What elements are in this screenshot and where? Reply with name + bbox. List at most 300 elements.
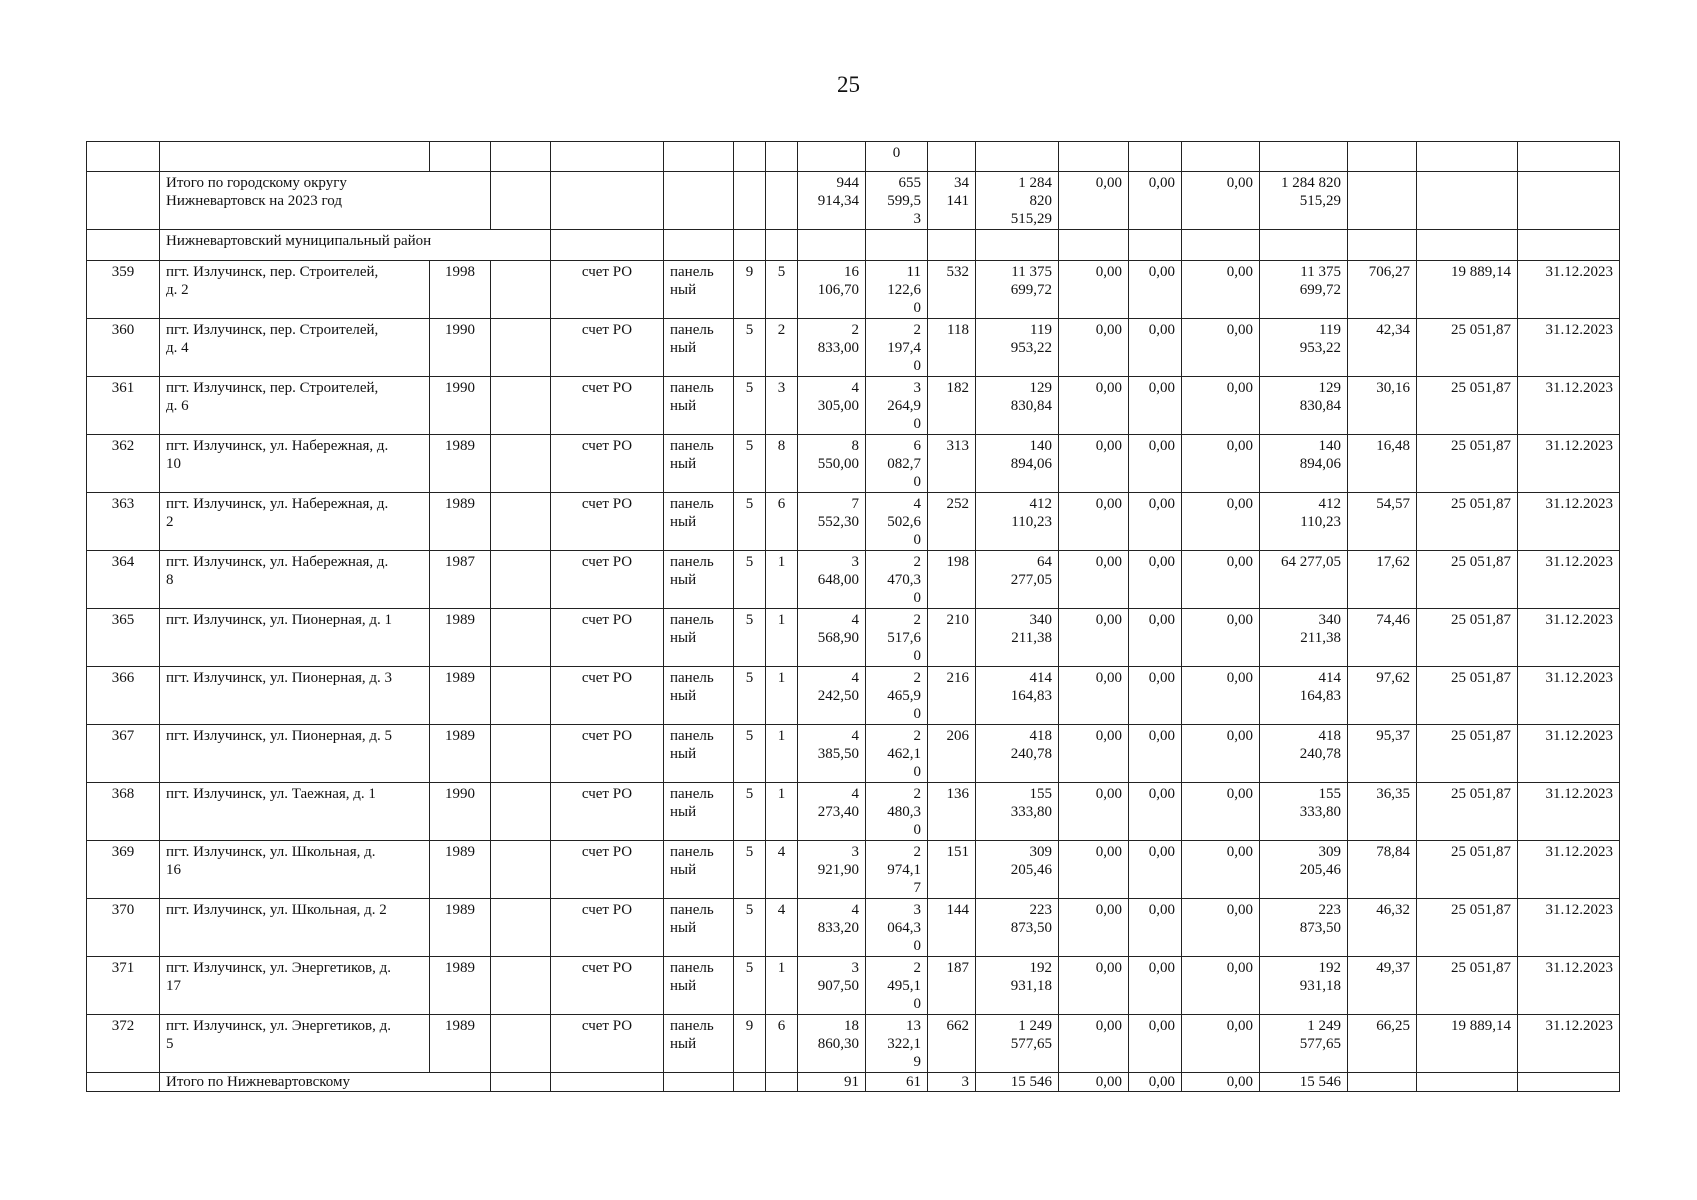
address: пгт. Излучинск, ул. Набережная, д. 2	[160, 493, 430, 551]
fund-method: счет РО	[551, 957, 664, 1015]
total-area: 3 907,50	[798, 957, 866, 1015]
floors: 9	[734, 1015, 766, 1073]
empty-cell	[491, 319, 551, 377]
fund-2: 0,00	[1129, 551, 1182, 609]
city-total-label: Итого по городскому округу Нижневартовск на 2023 год	[160, 172, 491, 230]
residents: 136	[928, 783, 976, 841]
address: пгт. Излучинск, пер. Строителей, д. 4	[160, 319, 430, 377]
total-area: 4 305,00	[798, 377, 866, 435]
repair-cost: 140 894,06	[976, 435, 1059, 493]
address: пгт. Излучинск, ул. Школьная, д. 16	[160, 841, 430, 899]
total-area: 3 921,90	[798, 841, 866, 899]
empty-cell	[491, 1015, 551, 1073]
completion-date: 31.12.2023	[1518, 609, 1620, 667]
city-total-residents: 34 141	[928, 172, 976, 230]
entrances: 1	[766, 667, 798, 725]
living-area: 2 470,3 0	[866, 551, 928, 609]
entrances: 1	[766, 609, 798, 667]
empty-cell	[491, 725, 551, 783]
fund-2: 0,00	[1129, 261, 1182, 319]
unit-cost: 97,62	[1348, 667, 1417, 725]
living-area: 2 974,1 7	[866, 841, 928, 899]
repair-cost: 64 277,05	[976, 551, 1059, 609]
address: пгт. Излучинск, ул. Набережная, д. 10	[160, 435, 430, 493]
fund-1: 0,00	[1059, 609, 1129, 667]
empty-cell	[551, 1073, 664, 1092]
row-number: 371	[87, 957, 160, 1015]
section-row	[87, 230, 1620, 261]
total-area: 3 648,00	[798, 551, 866, 609]
floors: 5	[734, 609, 766, 667]
completion-date: 31.12.2023	[1518, 1015, 1620, 1073]
address: пгт. Излучинск, ул. Школьная, д. 2	[160, 899, 430, 957]
address: пгт. Излучинск, ул. Набережная, д. 8	[160, 551, 430, 609]
table-row	[87, 957, 1620, 1015]
table-row	[87, 725, 1620, 783]
residents: 144	[928, 899, 976, 957]
build-year: 1989	[430, 667, 491, 725]
empty-cell	[491, 1073, 551, 1092]
fund-3: 0,00	[1182, 1015, 1260, 1073]
entrances: 3	[766, 377, 798, 435]
fund-1: 0,00	[1059, 435, 1129, 493]
row-number: 372	[87, 1015, 160, 1073]
build-year: 1989	[430, 493, 491, 551]
address: пгт. Излучинск, ул. Энергетиков, д. 17	[160, 957, 430, 1015]
row-number: 360	[87, 319, 160, 377]
residents: 187	[928, 957, 976, 1015]
living-area: 4 502,6 0	[866, 493, 928, 551]
completion-date: 31.12.2023	[1518, 261, 1620, 319]
unit-cost: 74,46	[1348, 609, 1417, 667]
entrances: 1	[766, 725, 798, 783]
empty-cell	[491, 899, 551, 957]
floors: 5	[734, 493, 766, 551]
fund-3: 0,00	[1182, 667, 1260, 725]
fund-2: 0,00	[1129, 435, 1182, 493]
table-row	[87, 667, 1620, 725]
wall-material: панель ный	[664, 377, 734, 435]
address: пгт. Излучинск, пер. Строителей, д. 2	[160, 261, 430, 319]
fund-3: 0,00	[1182, 493, 1260, 551]
wall-material: панель ный	[664, 899, 734, 957]
repair-cost: 192 931,18	[976, 957, 1059, 1015]
table-row	[87, 1015, 1620, 1073]
fund-2: 0,00	[1129, 609, 1182, 667]
district-total-residents: 3	[928, 1073, 976, 1092]
entrances: 8	[766, 435, 798, 493]
table-row	[87, 319, 1620, 377]
total-area: 4 273,40	[798, 783, 866, 841]
city-total-cost: 1 284 820 515,29	[976, 172, 1059, 230]
floors: 9	[734, 261, 766, 319]
empty-cell	[491, 783, 551, 841]
max-unit-cost: 25 051,87	[1417, 957, 1518, 1015]
table-row	[87, 435, 1620, 493]
row-number: 362	[87, 435, 160, 493]
empty-cell	[1417, 1073, 1518, 1092]
city-total-fund-1: 0,00	[1059, 172, 1129, 230]
empty-cell	[664, 1073, 734, 1092]
unit-cost: 16,48	[1348, 435, 1417, 493]
continuation-row	[87, 142, 1620, 172]
continued-value: 0	[866, 142, 928, 172]
fund-3: 0,00	[1182, 377, 1260, 435]
residents: 206	[928, 725, 976, 783]
empty-cell	[1518, 1073, 1620, 1092]
build-year: 1989	[430, 435, 491, 493]
fund-2: 0,00	[1129, 783, 1182, 841]
table-row	[87, 261, 1620, 319]
fund-3: 0,00	[1182, 899, 1260, 957]
owners-funds: 418 240,78	[1260, 725, 1348, 783]
table-row	[87, 841, 1620, 899]
max-unit-cost: 25 051,87	[1417, 725, 1518, 783]
row-number: 365	[87, 609, 160, 667]
repair-cost: 309 205,46	[976, 841, 1059, 899]
completion-date: 31.12.2023	[1518, 783, 1620, 841]
unit-cost: 49,37	[1348, 957, 1417, 1015]
empty-cell	[491, 841, 551, 899]
living-area: 3 264,9 0	[866, 377, 928, 435]
empty-cell	[491, 377, 551, 435]
repair-cost: 223 873,50	[976, 899, 1059, 957]
fund-2: 0,00	[1129, 667, 1182, 725]
floors: 5	[734, 319, 766, 377]
district-total-area: 91	[798, 1073, 866, 1092]
entrances: 2	[766, 319, 798, 377]
max-unit-cost: 25 051,87	[1417, 899, 1518, 957]
address: пгт. Излучинск, ул. Энергетиков, д. 5	[160, 1015, 430, 1073]
completion-date: 31.12.2023	[1518, 493, 1620, 551]
empty-cell	[87, 1073, 160, 1092]
owners-funds: 412 110,23	[1260, 493, 1348, 551]
fund-3: 0,00	[1182, 783, 1260, 841]
empty-cell	[491, 609, 551, 667]
empty-cell	[491, 957, 551, 1015]
residents: 151	[928, 841, 976, 899]
wall-material: панель ный	[664, 1015, 734, 1073]
build-year: 1989	[430, 899, 491, 957]
empty-cell	[491, 493, 551, 551]
total-area: 18 860,30	[798, 1015, 866, 1073]
floors: 5	[734, 725, 766, 783]
total-area: 8 550,00	[798, 435, 866, 493]
wall-material: панель ный	[664, 667, 734, 725]
build-year: 1987	[430, 551, 491, 609]
completion-date: 31.12.2023	[1518, 725, 1620, 783]
entrances: 5	[766, 261, 798, 319]
row-number: 364	[87, 551, 160, 609]
address: пгт. Излучинск, ул. Пионерная, д. 3	[160, 667, 430, 725]
owners-funds: 340 211,38	[1260, 609, 1348, 667]
owners-funds: 1 249 577,65	[1260, 1015, 1348, 1073]
empty-cell	[491, 261, 551, 319]
unit-cost: 30,16	[1348, 377, 1417, 435]
fund-1: 0,00	[1059, 551, 1129, 609]
living-area: 2 462,1 0	[866, 725, 928, 783]
city-total-fund-3: 0,00	[1182, 172, 1260, 230]
fund-1: 0,00	[1059, 667, 1129, 725]
city-total-fund-2: 0,00	[1129, 172, 1182, 230]
owners-funds: 64 277,05	[1260, 551, 1348, 609]
max-unit-cost: 25 051,87	[1417, 609, 1518, 667]
entrances: 6	[766, 493, 798, 551]
max-unit-cost: 19 889,14	[1417, 1015, 1518, 1073]
address: пгт. Излучинск, ул. Таежная, д. 1	[160, 783, 430, 841]
housing-repair-table	[86, 141, 1620, 1092]
living-area: 13 322,1 9	[866, 1015, 928, 1073]
wall-material: панель ный	[664, 435, 734, 493]
district-total-living-area: 61	[866, 1073, 928, 1092]
fund-2: 0,00	[1129, 957, 1182, 1015]
entrances: 1	[766, 551, 798, 609]
living-area: 2 495,1 0	[866, 957, 928, 1015]
fund-1: 0,00	[1059, 261, 1129, 319]
total-area: 4 385,50	[798, 725, 866, 783]
unit-cost: 36,35	[1348, 783, 1417, 841]
total-area: 7 552,30	[798, 493, 866, 551]
floors: 5	[734, 435, 766, 493]
row-number: 368	[87, 783, 160, 841]
repair-cost: 412 110,23	[976, 493, 1059, 551]
fund-method: счет РО	[551, 783, 664, 841]
fund-2: 0,00	[1129, 377, 1182, 435]
build-year: 1990	[430, 319, 491, 377]
max-unit-cost: 25 051,87	[1417, 841, 1518, 899]
build-year: 1989	[430, 1015, 491, 1073]
wall-material: панель ный	[664, 841, 734, 899]
completion-date: 31.12.2023	[1518, 377, 1620, 435]
fund-3: 0,00	[1182, 551, 1260, 609]
owners-funds: 11 375 699,72	[1260, 261, 1348, 319]
address: пгт. Излучинск, ул. Пионерная, д. 1	[160, 609, 430, 667]
fund-1: 0,00	[1059, 899, 1129, 957]
fund-2: 0,00	[1129, 841, 1182, 899]
fund-method: счет РО	[551, 841, 664, 899]
owners-funds: 155 333,80	[1260, 783, 1348, 841]
build-year: 1990	[430, 377, 491, 435]
table-row	[87, 493, 1620, 551]
residents: 662	[928, 1015, 976, 1073]
empty-cell	[491, 551, 551, 609]
floors: 5	[734, 377, 766, 435]
total-area: 4 833,20	[798, 899, 866, 957]
residents: 532	[928, 261, 976, 319]
fund-3: 0,00	[1182, 841, 1260, 899]
owners-funds: 119 953,22	[1260, 319, 1348, 377]
fund-method: счет РО	[551, 261, 664, 319]
completion-date: 31.12.2023	[1518, 435, 1620, 493]
fund-method: счет РО	[551, 899, 664, 957]
empty-cell	[766, 1073, 798, 1092]
max-unit-cost: 25 051,87	[1417, 435, 1518, 493]
district-total-fund-2: 0,00	[1129, 1073, 1182, 1092]
max-unit-cost: 25 051,87	[1417, 783, 1518, 841]
total-area: 4 568,90	[798, 609, 866, 667]
repair-cost: 11 375 699,72	[976, 261, 1059, 319]
unit-cost: 66,25	[1348, 1015, 1417, 1073]
wall-material: панель ный	[664, 609, 734, 667]
residents: 182	[928, 377, 976, 435]
entrances: 4	[766, 841, 798, 899]
completion-date: 31.12.2023	[1518, 957, 1620, 1015]
max-unit-cost: 25 051,87	[1417, 667, 1518, 725]
wall-material: панель ный	[664, 551, 734, 609]
floors: 5	[734, 957, 766, 1015]
residents: 198	[928, 551, 976, 609]
total-area: 2 833,00	[798, 319, 866, 377]
page-number: 25	[837, 72, 860, 97]
max-unit-cost: 19 889,14	[1417, 261, 1518, 319]
owners-funds: 129 830,84	[1260, 377, 1348, 435]
repair-cost: 1 249 577,65	[976, 1015, 1059, 1073]
address: пгт. Излучинск, ул. Пионерная, д. 5	[160, 725, 430, 783]
floors: 5	[734, 551, 766, 609]
fund-method: счет РО	[551, 435, 664, 493]
city-total-area: 944 914,34	[798, 172, 866, 230]
living-area: 2 480,3 0	[866, 783, 928, 841]
living-area: 11 122,6 0	[866, 261, 928, 319]
district-total-row	[87, 1073, 1620, 1092]
repair-cost: 340 211,38	[976, 609, 1059, 667]
max-unit-cost: 25 051,87	[1417, 319, 1518, 377]
city-total-living-area: 655 599,5 3	[866, 172, 928, 230]
unit-cost: 42,34	[1348, 319, 1417, 377]
fund-3: 0,00	[1182, 725, 1260, 783]
city-total-owners-funds: 1 284 820 515,29	[1260, 172, 1348, 230]
unit-cost: 78,84	[1348, 841, 1417, 899]
build-year: 1989	[430, 609, 491, 667]
fund-1: 0,00	[1059, 783, 1129, 841]
row-number: 366	[87, 667, 160, 725]
floors: 5	[734, 783, 766, 841]
build-year: 1990	[430, 783, 491, 841]
empty-cell	[491, 435, 551, 493]
empty-cell	[734, 1073, 766, 1092]
fund-1: 0,00	[1059, 377, 1129, 435]
fund-method: счет РО	[551, 377, 664, 435]
table-row	[87, 377, 1620, 435]
build-year: 1989	[430, 841, 491, 899]
row-number: 361	[87, 377, 160, 435]
wall-material: панель ный	[664, 725, 734, 783]
row-number: 369	[87, 841, 160, 899]
table-row	[87, 899, 1620, 957]
residents: 216	[928, 667, 976, 725]
fund-3: 0,00	[1182, 261, 1260, 319]
residents: 252	[928, 493, 976, 551]
living-area: 2 465,9 0	[866, 667, 928, 725]
floors: 5	[734, 899, 766, 957]
entrances: 1	[766, 783, 798, 841]
fund-1: 0,00	[1059, 725, 1129, 783]
fund-2: 0,00	[1129, 1015, 1182, 1073]
completion-date: 31.12.2023	[1518, 319, 1620, 377]
fund-2: 0,00	[1129, 319, 1182, 377]
fund-method: счет РО	[551, 667, 664, 725]
repair-cost: 418 240,78	[976, 725, 1059, 783]
repair-cost: 119 953,22	[976, 319, 1059, 377]
row-number: 370	[87, 899, 160, 957]
completion-date: 31.12.2023	[1518, 841, 1620, 899]
owners-funds: 309 205,46	[1260, 841, 1348, 899]
entrances: 6	[766, 1015, 798, 1073]
fund-method: счет РО	[551, 1015, 664, 1073]
wall-material: панель ный	[664, 493, 734, 551]
fund-method: счет РО	[551, 551, 664, 609]
fund-method: счет РО	[551, 319, 664, 377]
residents: 313	[928, 435, 976, 493]
fund-3: 0,00	[1182, 609, 1260, 667]
completion-date: 31.12.2023	[1518, 551, 1620, 609]
table-row	[87, 551, 1620, 609]
row-number: 367	[87, 725, 160, 783]
address: пгт. Излучинск, пер. Строителей, д. 6	[160, 377, 430, 435]
fund-method: счет РО	[551, 609, 664, 667]
fund-1: 0,00	[1059, 841, 1129, 899]
total-area: 4 242,50	[798, 667, 866, 725]
unit-cost: 95,37	[1348, 725, 1417, 783]
unit-cost: 706,27	[1348, 261, 1417, 319]
completion-date: 31.12.2023	[1518, 667, 1620, 725]
build-year: 1989	[430, 725, 491, 783]
repair-cost: 155 333,80	[976, 783, 1059, 841]
fund-1: 0,00	[1059, 957, 1129, 1015]
empty-cell	[1348, 1073, 1417, 1092]
row-number: 359	[87, 261, 160, 319]
fund-method: счет РО	[551, 493, 664, 551]
district-total-fund-1: 0,00	[1059, 1073, 1129, 1092]
wall-material: панель ный	[664, 783, 734, 841]
repair-cost: 129 830,84	[976, 377, 1059, 435]
residents: 210	[928, 609, 976, 667]
owners-funds: 414 164,83	[1260, 667, 1348, 725]
empty-cell	[491, 667, 551, 725]
district-total-owners-funds: 15 546	[1260, 1073, 1348, 1092]
owners-funds: 140 894,06	[1260, 435, 1348, 493]
fund-1: 0,00	[1059, 319, 1129, 377]
max-unit-cost: 25 051,87	[1417, 551, 1518, 609]
district-total-fund-3: 0,00	[1182, 1073, 1260, 1092]
residents: 118	[928, 319, 976, 377]
floors: 5	[734, 667, 766, 725]
living-area: 6 082,7 0	[866, 435, 928, 493]
floors: 5	[734, 841, 766, 899]
build-year: 1989	[430, 957, 491, 1015]
entrances: 1	[766, 957, 798, 1015]
fund-3: 0,00	[1182, 435, 1260, 493]
table-row	[87, 783, 1620, 841]
owners-funds: 192 931,18	[1260, 957, 1348, 1015]
row-number: 363	[87, 493, 160, 551]
fund-2: 0,00	[1129, 493, 1182, 551]
section-title: Нижневартовский муниципальный район	[160, 230, 551, 261]
living-area: 3 064,3 0	[866, 899, 928, 957]
repair-cost: 414 164,83	[976, 667, 1059, 725]
build-year: 1998	[430, 261, 491, 319]
fund-3: 0,00	[1182, 319, 1260, 377]
district-total-cost: 15 546	[976, 1073, 1059, 1092]
city-total-row	[87, 172, 1620, 230]
fund-1: 0,00	[1059, 1015, 1129, 1073]
fund-3: 0,00	[1182, 957, 1260, 1015]
unit-cost: 17,62	[1348, 551, 1417, 609]
completion-date: 31.12.2023	[1518, 899, 1620, 957]
fund-method: счет РО	[551, 725, 664, 783]
living-area: 2 517,6 0	[866, 609, 928, 667]
fund-2: 0,00	[1129, 899, 1182, 957]
